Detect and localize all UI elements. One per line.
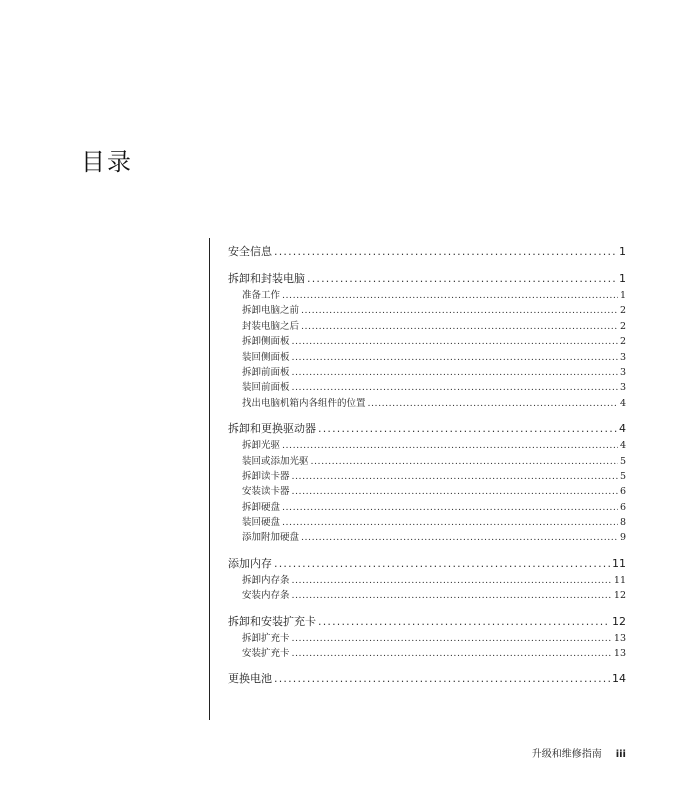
toc-subentry-page: 5 — [619, 470, 626, 482]
toc-subentry-title: 拆卸侧面板 — [242, 336, 290, 348]
toc-subentry-title: 准备工作 — [242, 290, 281, 301]
toc-subentry-page: 6 — [619, 501, 626, 513]
toc-leader-dots — [307, 272, 617, 285]
toc-subentry[interactable] — [228, 514, 626, 529]
vertical-divider — [209, 238, 210, 720]
toc-subentry-title: 安装内存条 — [242, 590, 290, 602]
toc-subentry-title: 拆卸扩充卡 — [242, 632, 290, 644]
toc-leader-dots — [292, 471, 618, 482]
toc-subentry[interactable] — [228, 468, 626, 483]
toc-entry-page: 12 — [612, 614, 626, 628]
toc-subentry[interactable] — [228, 349, 626, 364]
toc-leader-dots — [274, 245, 617, 258]
toc-leader-dots — [282, 502, 618, 513]
footer-title: 升级和维修指南 — [531, 749, 602, 760]
toc-subentry-title: 拆卸前面板 — [242, 366, 290, 378]
toc-subentry-title: 装回或添加光驱 — [242, 455, 309, 467]
toc-subentry-page: 2 — [619, 336, 626, 348]
toc-entry[interactable] — [228, 243, 626, 260]
toc-subentry-title: 安装扩充卡 — [242, 648, 290, 660]
toc-leader-dots — [301, 321, 618, 332]
toc-subentry-title: 安装读卡器 — [242, 486, 290, 498]
toc-subentry-page: 2 — [619, 305, 626, 317]
toc-subentry-page: 13 — [613, 648, 626, 660]
toc-subentry-page: 9 — [619, 532, 626, 544]
toc-subentry[interactable] — [228, 630, 626, 645]
toc-subentry-title: 添加附加硬盘 — [242, 532, 300, 544]
toc-leader-dots — [274, 557, 610, 570]
toc-leader-dots — [292, 575, 612, 586]
toc-subentry-title: 拆卸读卡器 — [242, 470, 290, 482]
toc-leader-dots — [292, 336, 618, 347]
page-title: 目录 — [81, 148, 133, 176]
toc-leader-dots — [301, 532, 618, 543]
toc-leader-dots — [318, 422, 617, 435]
toc-subentry[interactable] — [228, 379, 626, 394]
toc-section — [228, 420, 626, 545]
toc-subentry-title: 拆卸硬盘 — [242, 501, 281, 513]
toc-subentry-page: 3 — [619, 382, 626, 394]
toc-entry-title: 更换电池 — [228, 672, 272, 686]
toc-section — [228, 555, 626, 603]
toc-subentry-page: 2 — [619, 320, 626, 332]
toc-entry-title: 拆卸和更换驱动器 — [228, 422, 316, 436]
toc-leader-dots — [318, 615, 610, 628]
toc-subentry[interactable] — [228, 529, 626, 544]
toc-subentry-page: 1 — [619, 290, 626, 301]
toc-subentry-page: 11 — [613, 574, 626, 586]
toc-subentry-title: 找出电脑机箱内各组件的位置 — [242, 397, 366, 409]
toc-leader-dots — [301, 305, 618, 316]
toc-entry[interactable] — [228, 613, 626, 630]
toc-entry[interactable] — [228, 555, 626, 572]
toc-leader-dots — [274, 672, 610, 685]
toc-subentry[interactable] — [228, 645, 626, 660]
toc-subentry-page: 6 — [619, 486, 626, 498]
toc-subentry[interactable] — [228, 453, 626, 468]
toc-leader-dots — [292, 590, 612, 601]
toc-subentry-page: 13 — [613, 632, 626, 644]
toc-subentry[interactable] — [228, 587, 626, 602]
toc-subentry[interactable] — [228, 395, 626, 410]
toc-entry-title: 拆卸和安装扩充卡 — [228, 614, 316, 628]
toc-subentry[interactable] — [228, 437, 626, 452]
toc-entry[interactable] — [228, 270, 626, 287]
page-footer — [0, 745, 626, 760]
toc-entry[interactable] — [228, 420, 626, 437]
toc-subentry-page: 4 — [619, 440, 626, 452]
toc-subentry[interactable] — [228, 318, 626, 333]
toc-subentry-page: 12 — [613, 590, 626, 602]
toc-subentry-title: 封装电脑之后 — [242, 320, 300, 332]
toc-leader-dots — [282, 517, 618, 528]
toc-entry-page: 4 — [619, 422, 626, 436]
toc-leader-dots — [368, 398, 618, 409]
toc-leader-dots — [292, 367, 618, 378]
toc-subentry-title: 装回前面板 — [242, 382, 290, 394]
toc-subentry-page: 3 — [619, 366, 626, 378]
toc-leader-dots — [311, 456, 618, 467]
toc-entry-title: 安全信息 — [228, 245, 272, 258]
toc-entry[interactable] — [228, 670, 626, 687]
toc-leader-dots — [292, 352, 618, 363]
toc-subentry-title: 拆卸光驱 — [242, 440, 281, 452]
toc-subentry-page: 8 — [619, 517, 626, 529]
toc-subentry-page: 4 — [619, 397, 626, 409]
toc-subentry[interactable] — [228, 287, 626, 302]
toc-section — [228, 670, 626, 687]
toc-subentry-page: 3 — [619, 351, 626, 363]
toc-subentry-title: 拆卸内存条 — [242, 574, 290, 586]
toc-leader-dots — [282, 290, 618, 301]
toc-entry-title: 拆卸和封装电脑 — [228, 272, 305, 285]
toc-subentry[interactable] — [228, 499, 626, 514]
toc-subentry-title: 装回硬盘 — [242, 517, 281, 529]
toc-subentry[interactable] — [228, 572, 626, 587]
toc-section — [228, 243, 626, 260]
toc-section — [228, 270, 626, 410]
toc-subentry-title: 装回侧面板 — [242, 351, 290, 363]
toc-leader-dots — [292, 648, 612, 659]
toc-section — [228, 613, 626, 661]
toc-entry-title: 添加内存 — [228, 556, 272, 570]
toc-leader-dots — [292, 633, 612, 644]
toc-entry-page: 1 — [619, 272, 626, 285]
toc-subentry-title: 拆卸电脑之前 — [242, 305, 300, 317]
toc-entry-page: 11 — [612, 556, 626, 570]
toc-entry-page: 14 — [612, 672, 626, 686]
toc-subentry[interactable] — [228, 302, 626, 317]
table-of-contents — [228, 243, 626, 697]
footer-page-number: iii — [615, 749, 626, 760]
toc-subentry[interactable] — [228, 333, 626, 348]
toc-subentry[interactable] — [228, 364, 626, 379]
toc-subentry-page: 5 — [619, 455, 626, 467]
toc-leader-dots — [282, 440, 618, 451]
toc-leader-dots — [292, 382, 618, 393]
toc-entry-page: 1 — [619, 245, 626, 258]
toc-subentry[interactable] — [228, 483, 626, 498]
toc-leader-dots — [292, 486, 618, 497]
